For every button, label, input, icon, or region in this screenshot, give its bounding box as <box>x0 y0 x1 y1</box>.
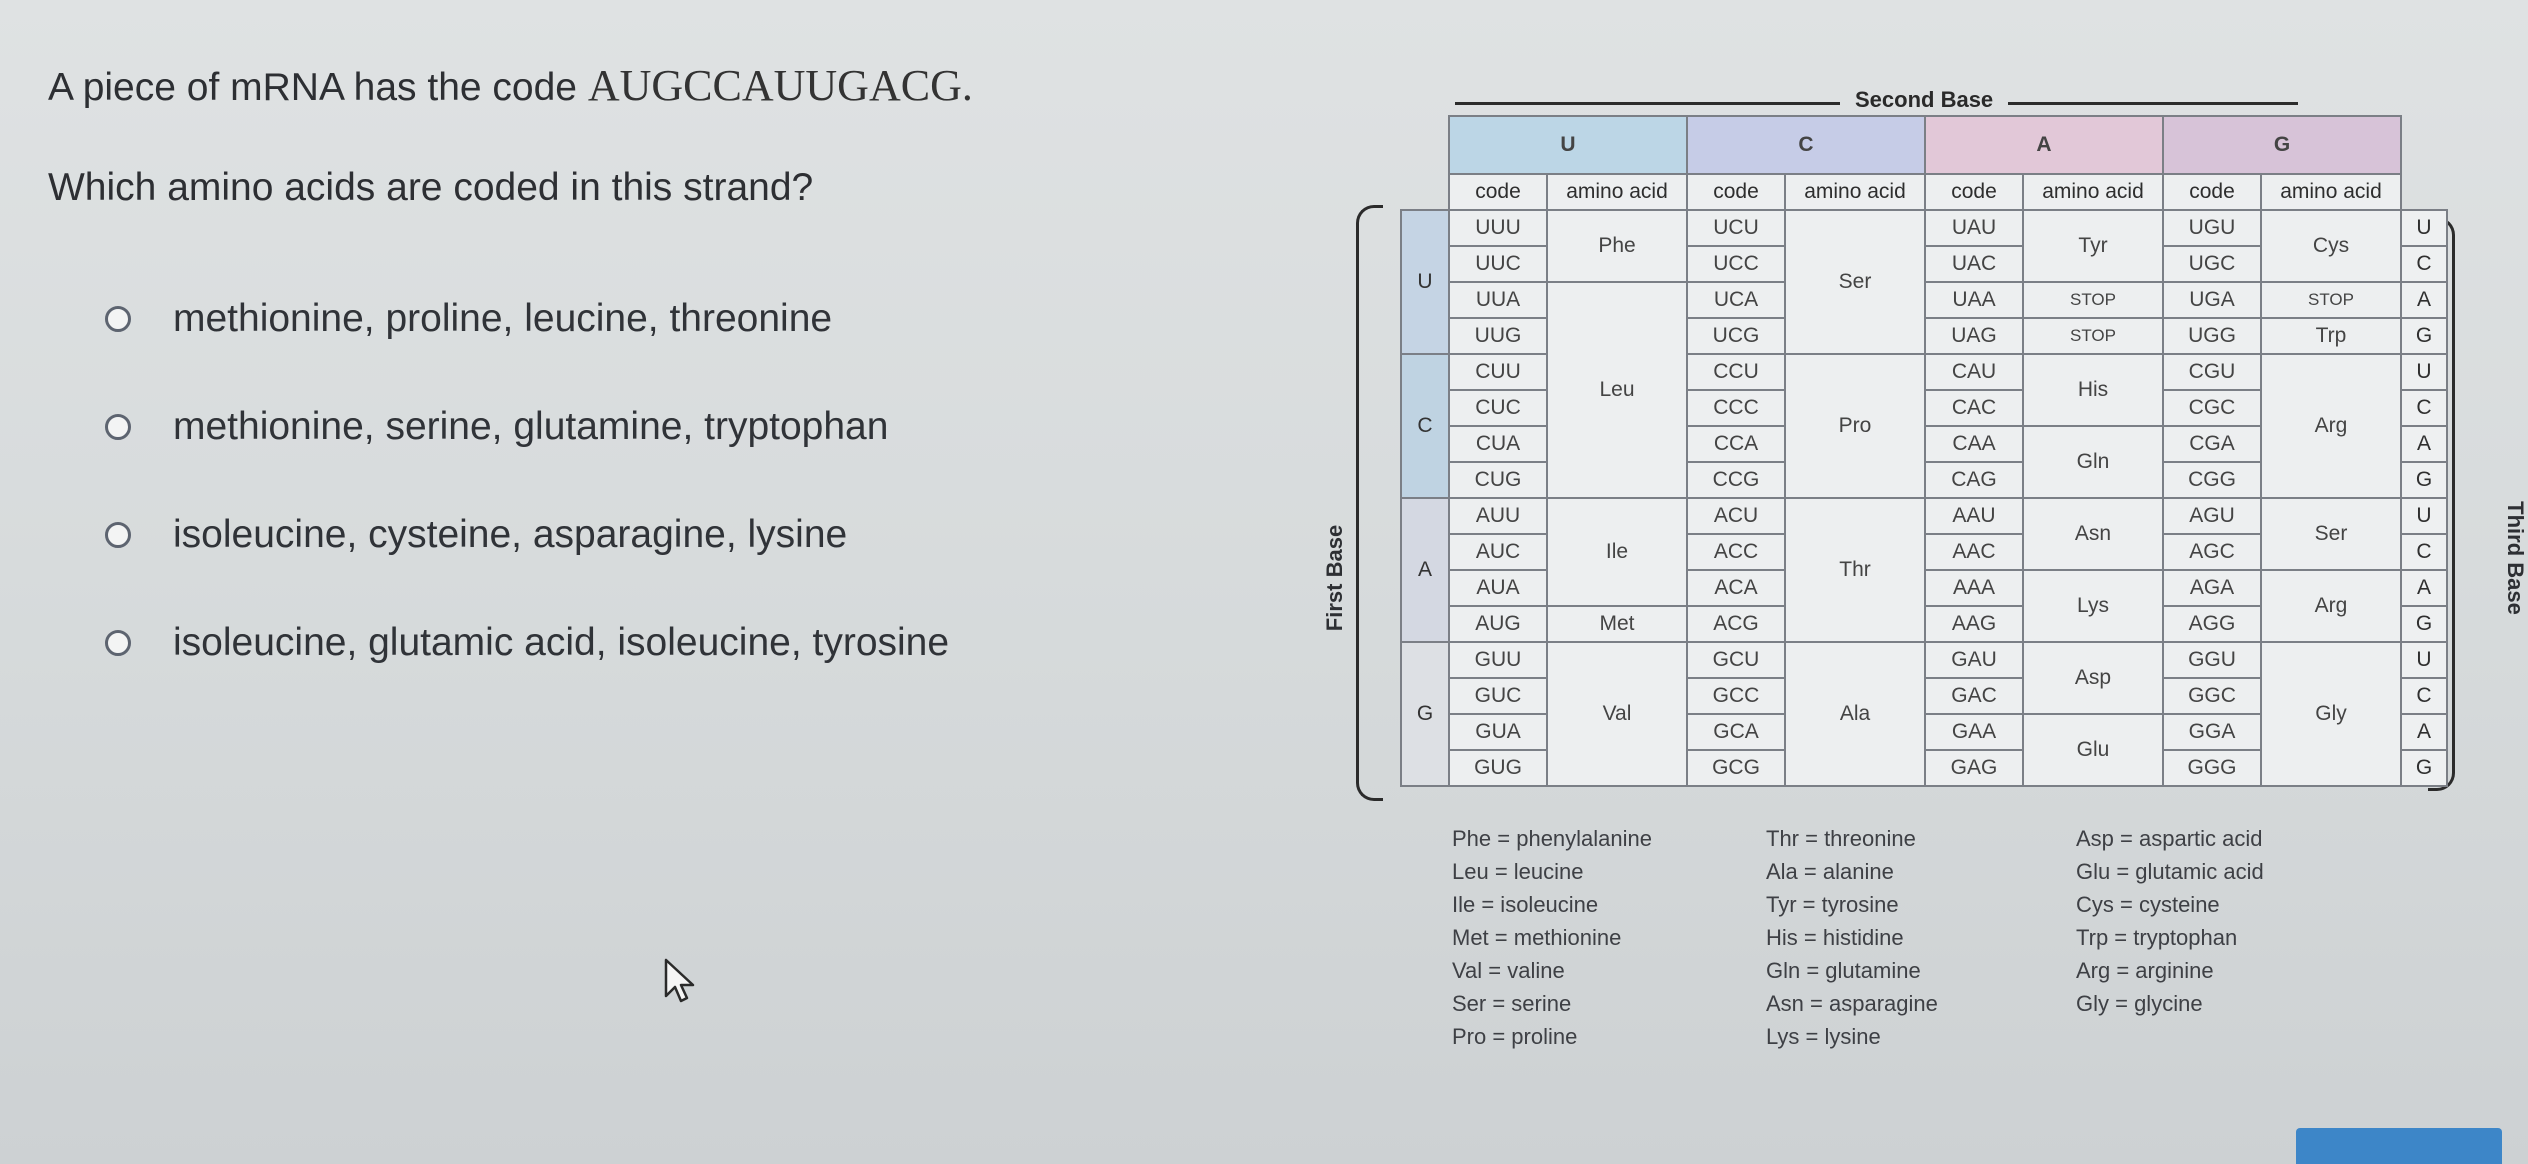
amino-cell: Ser <box>1785 210 1925 354</box>
amino-header: amino acid <box>2023 174 2163 210</box>
codon-cell: ACC <box>1687 534 1785 570</box>
legend-item: Pro = proline <box>1452 1024 1578 1049</box>
second-base-a: A <box>1925 116 2163 174</box>
first-base-text: First Base <box>1322 524 1348 632</box>
codon-cell: GCU <box>1687 642 1785 678</box>
codon-table <box>1400 115 2448 787</box>
second-base-label <box>1340 85 2480 119</box>
codon-cell: CGU <box>2163 354 2261 390</box>
legend-item: Leu = leucine <box>1452 859 1584 884</box>
codon-cell: GGC <box>2163 678 2261 714</box>
codon-cell: UAC <box>1925 246 2023 282</box>
option-3[interactable] <box>105 513 847 557</box>
corner-cell <box>2401 116 2447 174</box>
amino-cell: Gln <box>2023 426 2163 498</box>
codon-cell: UCC <box>1687 246 1785 282</box>
codon-cell: CUG <box>1449 462 1547 498</box>
legend-item: Cys = cysteine <box>2076 892 2220 917</box>
second-base-u: U <box>1449 116 1687 174</box>
mouse-pointer-icon <box>664 958 696 1004</box>
codon-cell: UGU <box>2163 210 2261 246</box>
third-base-cell: U <box>2401 210 2447 246</box>
third-base-cell: C <box>2401 678 2447 714</box>
amino-cell: Ala <box>1785 642 1925 786</box>
codon-cell: GAU <box>1925 642 2023 678</box>
option-label: methionine, proline, leucine, threonine <box>173 297 833 340</box>
codon-cell: GCG <box>1687 750 1785 786</box>
legend-item: Asp = aspartic acid <box>2076 826 2263 851</box>
codon-cell: CGG <box>2163 462 2261 498</box>
codon-cell: GGU <box>2163 642 2261 678</box>
first-base-label <box>1322 255 1362 855</box>
third-base-cell: G <box>2401 750 2447 786</box>
codon-cell: GAA <box>1925 714 2023 750</box>
codon-cell: AUG <box>1449 606 1547 642</box>
legend-column-1 <box>1452 822 1652 1053</box>
amino-cell: Arg <box>2261 570 2401 642</box>
codon-cell: AUC <box>1449 534 1547 570</box>
third-base-cell: A <box>2401 426 2447 462</box>
codon-cell: ACA <box>1687 570 1785 606</box>
next-button[interactable] <box>2296 1128 2502 1164</box>
codon-cell: AAC <box>1925 534 2023 570</box>
codon-cell: UGC <box>2163 246 2261 282</box>
codon-cell: ACG <box>1687 606 1785 642</box>
legend-column-2 <box>1766 822 1938 1053</box>
corner-cell <box>1401 174 1449 210</box>
codon-cell: UAG <box>1925 318 2023 354</box>
codon-cell: UCA <box>1687 282 1785 318</box>
code-header: code <box>2163 174 2261 210</box>
mrna-code: AUGCCAUUGACG. <box>587 61 973 110</box>
codon-cell: ACU <box>1687 498 1785 534</box>
codon-cell: CCG <box>1687 462 1785 498</box>
amino-cell: Gly <box>2261 642 2401 786</box>
amino-cell: Arg <box>2261 354 2401 498</box>
third-base-cell: A <box>2401 282 2447 318</box>
legend-item: Arg = arginine <box>2076 958 2214 983</box>
codon-cell: AGU <box>2163 498 2261 534</box>
codon-cell: GUC <box>1449 678 1547 714</box>
option-label: isoleucine, cysteine, asparagine, lysine <box>173 513 848 556</box>
amino-cell: Pro <box>1785 354 1925 498</box>
option-2[interactable] <box>105 405 888 449</box>
codon-cell: CGC <box>2163 390 2261 426</box>
legend-item: Lys = lysine <box>1766 1024 1881 1049</box>
codon-cell: AGC <box>2163 534 2261 570</box>
code-header: code <box>1449 174 1547 210</box>
codon-cell: CAA <box>1925 426 2023 462</box>
codon-cell: AUA <box>1449 570 1547 606</box>
third-base-cell: G <box>2401 606 2447 642</box>
codon-cell: GAG <box>1925 750 2023 786</box>
amino-cell: Thr <box>1785 498 1925 642</box>
legend-item: Met = methionine <box>1452 925 1622 950</box>
corner-cell <box>2401 174 2447 210</box>
first-base-g: G <box>1401 642 1449 786</box>
third-base-cell: U <box>2401 642 2447 678</box>
third-base-cell: C <box>2401 390 2447 426</box>
question-text <box>48 60 973 113</box>
amino-header: amino acid <box>1785 174 1925 210</box>
amino-cell: STOP <box>2261 282 2401 318</box>
third-base-cell: A <box>2401 570 2447 606</box>
codon-cell: UUG <box>1449 318 1547 354</box>
second-base-c: C <box>1687 116 1925 174</box>
amino-header: amino acid <box>2261 174 2401 210</box>
codon-cell: CUA <box>1449 426 1547 462</box>
codon-cell: GUU <box>1449 642 1547 678</box>
codon-cell: GCC <box>1687 678 1785 714</box>
code-header: code <box>1925 174 2023 210</box>
codon-table-figure <box>1322 85 2528 805</box>
legend-item: Trp = tryptophan <box>2076 925 2238 950</box>
legend-item: Tyr = tyrosine <box>1766 892 1899 917</box>
legend-item: His = histidine <box>1766 925 1904 950</box>
codon-cell: UUA <box>1449 282 1547 318</box>
amino-cell: Tyr <box>2023 210 2163 282</box>
codon-cell: GUG <box>1449 750 1547 786</box>
codon-cell: CAC <box>1925 390 2023 426</box>
option-label: isoleucine, glutamic acid, isoleucine, tyrosine <box>173 621 950 664</box>
option-1[interactable] <box>105 297 832 341</box>
third-base-cell: G <box>2401 318 2447 354</box>
codon-cell: UGG <box>2163 318 2261 354</box>
amino-cell: Asn <box>2023 498 2163 570</box>
codon-cell: CUU <box>1449 354 1547 390</box>
amino-cell: Met <box>1547 606 1687 642</box>
legend-item: Ala = alanine <box>1766 859 1894 884</box>
amino-cell: Asp <box>2023 642 2163 714</box>
third-base-cell: U <box>2401 354 2447 390</box>
third-base-text: Third Base <box>2502 501 2528 615</box>
codon-cell: CCU <box>1687 354 1785 390</box>
amino-cell: Cys <box>2261 210 2401 282</box>
third-base-cell: C <box>2401 246 2447 282</box>
option-4[interactable] <box>105 621 949 665</box>
codon-cell: CUC <box>1449 390 1547 426</box>
bottom-pagination-strip <box>0 1136 2502 1164</box>
amino-cell: Trp <box>2261 318 2401 354</box>
codon-cell: CCA <box>1687 426 1785 462</box>
first-base-a: A <box>1401 498 1449 642</box>
option-label: methionine, serine, glutamine, tryptophan <box>173 405 889 448</box>
codon-cell: GGG <box>2163 750 2261 786</box>
codon-cell: CAU <box>1925 354 2023 390</box>
amino-cell: Ile <box>1547 498 1687 606</box>
codon-cell: AUU <box>1449 498 1547 534</box>
third-base-cell: G <box>2401 462 2447 498</box>
codon-cell: AAG <box>1925 606 2023 642</box>
amino-header: amino acid <box>1547 174 1687 210</box>
amino-cell: His <box>2023 354 2163 426</box>
amino-cell: Leu <box>1547 282 1687 498</box>
codon-cell: UUU <box>1449 210 1547 246</box>
second-base-g: G <box>2163 116 2401 174</box>
second-base-line-right <box>2008 102 2298 105</box>
radio-circle-icon[interactable] <box>105 522 131 548</box>
first-base-u: U <box>1401 210 1449 354</box>
radio-circle-icon[interactable] <box>105 630 131 656</box>
codon-cell: UCU <box>1687 210 1785 246</box>
legend-item: Asn = asparagine <box>1766 991 1938 1016</box>
legend-item: Gln = glutamine <box>1766 958 1921 983</box>
third-base-cell: C <box>2401 534 2447 570</box>
third-base-cell: U <box>2401 498 2447 534</box>
codon-cell: CGA <box>2163 426 2261 462</box>
codon-cell: AAU <box>1925 498 2023 534</box>
codon-cell: AGG <box>2163 606 2261 642</box>
radio-circle-icon[interactable] <box>105 414 131 440</box>
corner-cell <box>1401 116 1449 174</box>
second-base-line-left <box>1455 102 1840 105</box>
codon-cell: AAA <box>1925 570 2023 606</box>
codon-cell: CAG <box>1925 462 2023 498</box>
legend-item: Ile = isoleucine <box>1452 892 1599 917</box>
codon-cell: GGA <box>2163 714 2261 750</box>
codon-cell: GAC <box>1925 678 2023 714</box>
legend-item: Ser = serine <box>1452 991 1572 1016</box>
codon-cell: GUA <box>1449 714 1547 750</box>
codon-cell: AGA <box>2163 570 2261 606</box>
codon-cell: UAA <box>1925 282 2023 318</box>
legend-item: Phe = phenylalanine <box>1452 826 1652 851</box>
legend-column-3 <box>2076 822 2264 1020</box>
amino-cell: Ser <box>2261 498 2401 570</box>
legend-item: Thr = threonine <box>1766 826 1916 851</box>
codon-cell: UCG <box>1687 318 1785 354</box>
amino-cell: Val <box>1547 642 1687 786</box>
first-base-c: C <box>1401 354 1449 498</box>
amino-cell: STOP <box>2023 282 2163 318</box>
codon-cell: UUC <box>1449 246 1547 282</box>
amino-cell: STOP <box>2023 318 2163 354</box>
question-prompt: Which amino acids are coded in this strand? <box>48 166 814 209</box>
radio-circle-icon[interactable] <box>105 306 131 332</box>
amino-cell: Lys <box>2023 570 2163 642</box>
legend-item: Glu = glutamic acid <box>2076 859 2264 884</box>
question-intro: A piece of mRNA has the code <box>48 66 577 109</box>
second-base-text: Second Base <box>1855 87 1994 112</box>
codon-cell: UAU <box>1925 210 2023 246</box>
third-base-cell: A <box>2401 714 2447 750</box>
amino-cell: Glu <box>2023 714 2163 786</box>
legend-item: Val = valine <box>1452 958 1565 983</box>
amino-cell: Phe <box>1547 210 1687 282</box>
legend-item: Gly = glycine <box>2076 991 2203 1016</box>
codon-cell: UGA <box>2163 282 2261 318</box>
codon-cell: CCC <box>1687 390 1785 426</box>
codon-cell: GCA <box>1687 714 1785 750</box>
code-header: code <box>1687 174 1785 210</box>
